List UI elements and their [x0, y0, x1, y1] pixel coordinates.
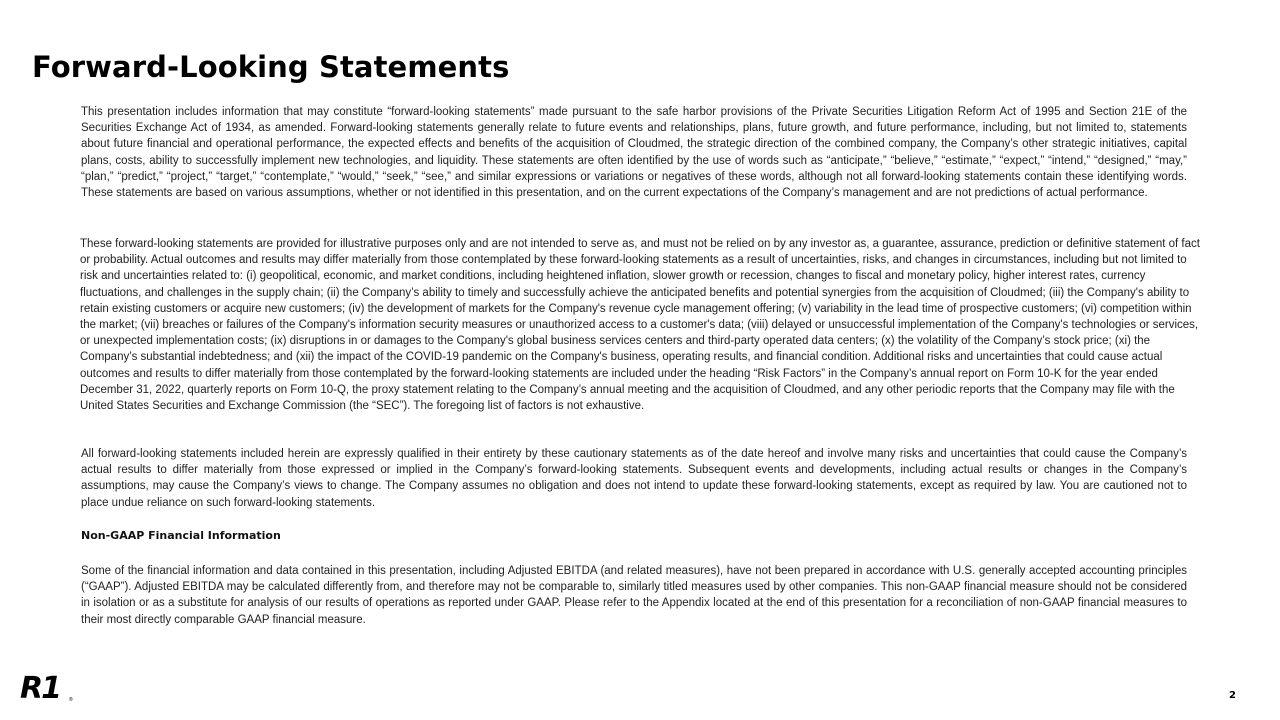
section-heading-non-gaap: Non-GAAP Financial Information — [81, 529, 281, 542]
page-number: 2 — [1229, 690, 1236, 701]
company-logo: R1 — [20, 671, 60, 706]
paragraph-qualification: All forward-looking statements included herein are expressly qualified in their entirety by these cautionary statements as of the date hereof and involve many risks and uncertainties that could cause the Company’s actual results to differ materially from those expressed or implied in the Company’s forward-looking statements. Subsequent events and developments, including actual results or changes in the Company’s assumptions, may cause the Company’s views to change. The Company assumes no obligation and does not intend to update these forward-looking statements, except as required by law. You are cautioned not to place undue reliance on such forward-looking statements. — [81, 448, 1187, 509]
paragraph-safe-harbor: This presentation includes information that may constitute “forward-looking statements” made pursuant to the safe harbor provisions of the Private Securities Litigation Reform Act of 1995 and Section 21E of the Securities Exchange Act of 1934, as amended. Forward-looking statements generally relate to future events and relationships, plans, future growth, and future performance, including, but not limited to, statements about future financial and operational performance, the expected effects and benefits of the acquisition of Cloudmed, the strategic direction of the combined company, the Company’s other strategic initiatives, capital plans, costs, ability to successfully implement new technologies, and liquidity. These statements are often identified by the use of words such as “anticipate,” “believe,” “estimate,” “expect,” “intend,” “designed,” “may,” “plan,” “predict,” “project,” “target,” “contemplate,” “would,” “seek,” “see,” and similar expressions or variations or negatives of these words, although not all forward-looking statements contain these identifying words. These statements are based on various assumptions, whether or not identified in this presentation, and on the current expectations of the Company’s management and are not predictions of actual performance. — [81, 106, 1187, 200]
page-title: Forward-Looking Statements — [32, 50, 510, 84]
paragraph-non-gaap: Some of the financial information and data contained in this presentation, including Adjusted EBITDA (and related measures), have not been prepared in accordance with U.S. generally accepted accounting principles (“GAAP”). Adjusted EBITDA may be calculated differently from, and therefore may not be comparable to, similarly titled measures used by other companies. This non-GAAP financial measure should not be considered in isolation or as a substitute for analysis of our results of operations as reported under GAAP. Please refer to the Appendix located at the end of this presentation for a reconciliation of non-GAAP financial measures to their most directly comparable GAAP financial measure. — [81, 565, 1187, 626]
registered-mark: ® — [69, 697, 73, 703]
paragraph-illustrative-purposes: These forward-looking statements are provided for illustrative purposes only and are not intended to serve as, and must not be relied on by any investor as, a guarantee, assurance, prediction or definitive statement of fact or probability. Actual outcomes and results may differ materially from those contemplated by these forward-looking statements as a result of uncertainties, risks, and changes in circumstances, including but not limited to risk and uncertainties related to: (i) geopolitical, economic, and market conditions, including heightened inflation, slower growth or recession, changes to fiscal and monetary policy, higher interest rates, currency fluctuations, and challenges in the supply chain; (ii) the Company’s ability to timely and successfully achieve the anticipated benefits and potential synergies from the acquisition of Cloudmed; (iii) the Company's ability to retain existing customers or acquire new customers; (iv) the development of markets for the Company's revenue cycle management offering; (v) variability in the lead time of prospective customers; (vi) competition within the market; (vii) breaches or failures of the Company's information security measures or unauthorized access to a customer's data; (viii) delayed or unsuccessful implementation of the Company's technologies or services, or unexpected implementation costs; (ix) disruptions in or damages to the Company's global business services centers and third-party operated data centers; (x) the volatility of the Company’s stock price; (xi) the Company’s substantial indebtedness; and (xii) the impact of the COVID-19 pandemic on the Company's business, operating results, and financial condition. Additional risks and uncertainties that could cause actual outcomes and results to differ materially from those contemplated by the forward-looking statements are included under the heading “Risk Factors” in the Company’s annual report on Form 10-K for the year ended December 31, 2022, quarterly reports on Form 10-Q, the proxy statement relating to the Company’s annual meeting and the acquisition of Cloudmed, and any other periodic reports that the Company may file with the United States Securities and Exchange Commission (the “SEC”). The foregoing list of factors is not exhaustive. — [80, 238, 1200, 413]
